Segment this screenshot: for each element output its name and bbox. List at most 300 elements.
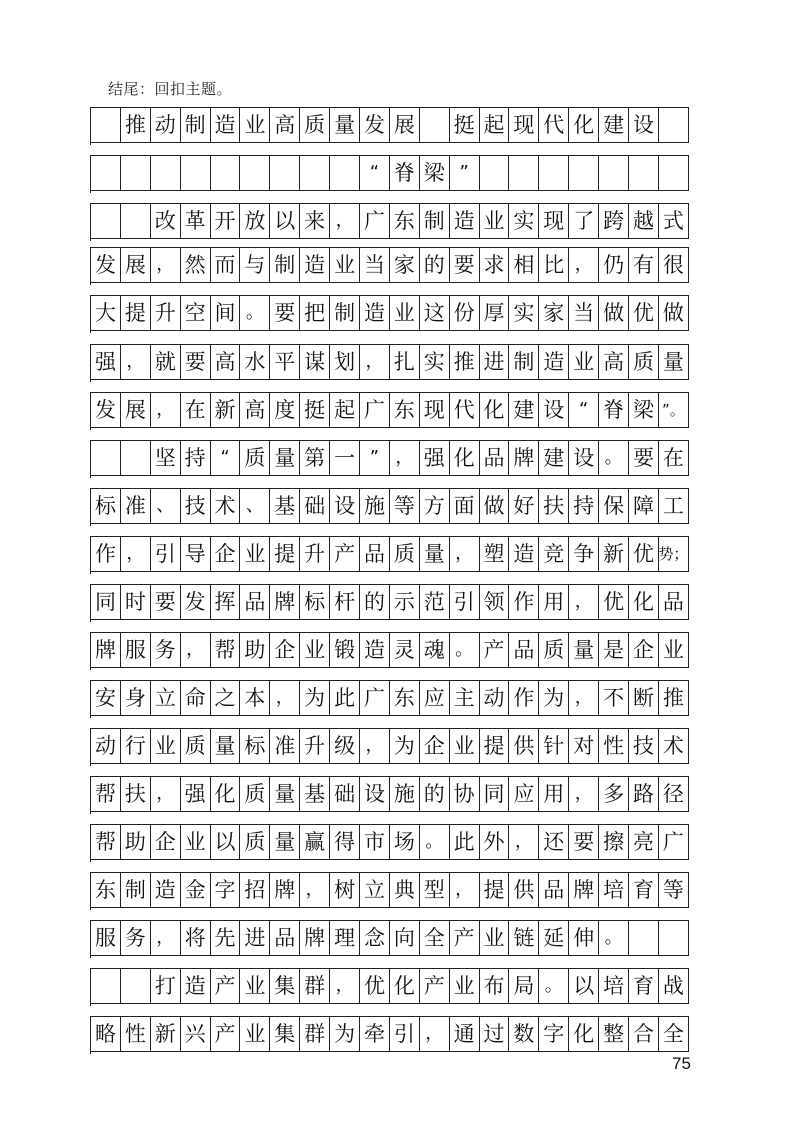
grid-cell	[569, 155, 599, 191]
grid-cell: 新	[151, 1016, 181, 1052]
grid-cell: ，	[509, 824, 539, 860]
grid-cell: 求	[480, 247, 510, 283]
grid-cell: 制	[270, 247, 300, 283]
grid-cell: 设	[330, 488, 360, 524]
grid-cell: 优	[629, 295, 659, 331]
grid-cell	[599, 155, 629, 191]
grid-cell: 协	[450, 776, 480, 812]
grid-cell: 提	[480, 872, 510, 908]
grid-cell: 越	[629, 203, 659, 239]
grid-cell: 做	[480, 488, 510, 524]
grid-row	[90, 295, 689, 333]
grid-cell: 制	[181, 107, 211, 143]
grid-cell: 引	[151, 536, 181, 572]
grid-cell: 挺	[450, 107, 480, 143]
grid-cell: 造	[450, 203, 480, 239]
grid-cell: 得	[330, 824, 360, 860]
grid-cell: 型	[420, 872, 450, 908]
grid-cell: 势；	[659, 536, 689, 572]
grid-cell: 造	[211, 107, 241, 143]
grid-cell: 代	[450, 392, 480, 428]
grid-cell: 坚	[151, 440, 181, 476]
grid-cell: 集	[270, 1016, 300, 1052]
grid-cell: 建	[509, 392, 539, 428]
grid-cell: 相	[509, 247, 539, 283]
grid-cell: 当	[360, 247, 390, 283]
grid-cell: 化	[450, 440, 480, 476]
grid-cell: 本	[240, 680, 270, 716]
grid-cell: 通	[450, 1016, 480, 1052]
grid-cell: 金	[181, 872, 211, 908]
grid-cell: 要	[270, 295, 300, 331]
grid-cell: 此	[450, 824, 480, 860]
grid-cell: 家	[539, 295, 569, 331]
grid-cell: 优	[599, 584, 629, 620]
grid-cell: 业	[181, 824, 211, 860]
grid-cell: 质	[240, 824, 270, 860]
grid-cell: 代	[539, 107, 569, 143]
grid-cell: 质	[390, 536, 420, 572]
grid-cell: 品	[539, 872, 569, 908]
grid-cell: 助	[121, 824, 151, 860]
grid-cell: ”	[450, 155, 480, 191]
grid-cell: 打	[151, 968, 181, 1004]
grid-row	[90, 488, 689, 526]
grid-cell: 兴	[181, 1016, 211, 1052]
grid-cell: 业	[480, 203, 510, 239]
grid-cell: 育	[629, 872, 659, 908]
grid-cell: 命	[181, 680, 211, 716]
grid-cell: 质	[240, 776, 270, 812]
grid-cell: 持	[181, 440, 211, 476]
grid-cell: 作	[509, 584, 539, 620]
grid-cell: 家	[390, 247, 420, 283]
grid-cell: 务	[121, 920, 151, 956]
grid-cell: 广	[360, 203, 390, 239]
grid-cell: 发	[181, 584, 211, 620]
grid-cell: ，	[450, 872, 480, 908]
grid-cell	[91, 440, 121, 476]
grid-cell: 服	[121, 632, 151, 668]
grid-cell: 造	[360, 632, 390, 668]
grid-cell: 量	[420, 536, 450, 572]
grid-cell: 还	[539, 824, 569, 860]
grid-cell: 与	[240, 247, 270, 283]
grid-cell: 等	[390, 488, 420, 524]
grid-cell	[629, 155, 659, 191]
grid-cell: 做	[599, 295, 629, 331]
grid-cell: 广	[360, 680, 390, 716]
grid-cell: 制	[420, 203, 450, 239]
grid-cell: 为	[300, 680, 330, 716]
grid-cell	[330, 155, 360, 191]
grid-cell: 挥	[211, 584, 241, 620]
grid-cell: 业	[300, 632, 330, 668]
grid-cell: 设	[360, 776, 390, 812]
grid-cell: 伸	[569, 920, 599, 956]
grid-cell: 产	[450, 920, 480, 956]
grid-cell: 品	[240, 584, 270, 620]
grid-cell: 基	[270, 488, 300, 524]
grid-cell: 脊	[390, 155, 420, 191]
grid-cell: 准	[121, 488, 151, 524]
grid-cell: 化	[569, 1016, 599, 1052]
grid-cell: 改	[151, 203, 181, 239]
grid-cell: 立	[360, 872, 390, 908]
grid-cell: 企	[151, 824, 181, 860]
grid-cell: 用	[539, 584, 569, 620]
grid-cell	[121, 203, 151, 239]
grid-cell: 第	[300, 440, 330, 476]
grid-cell: 度	[270, 392, 300, 428]
grid-cell: 作	[91, 536, 121, 572]
grid-cell: 质	[539, 632, 569, 668]
grid-cell: 术	[659, 728, 689, 764]
grid-cell: 先	[211, 920, 241, 956]
grid-cell	[300, 155, 330, 191]
grid-cell: 建	[599, 107, 629, 143]
grid-cell: ，	[569, 680, 599, 716]
grid-cell: 开	[211, 203, 241, 239]
grid-cell: 东	[91, 872, 121, 908]
grid-cell: 东	[390, 680, 420, 716]
grid-cell: 量	[330, 107, 360, 143]
grid-cell: 扶	[539, 488, 569, 524]
grid-cell: 业	[240, 536, 270, 572]
grid-cell: 东	[390, 203, 420, 239]
grid-cell: 牌	[270, 584, 300, 620]
grid-cell: 领	[480, 584, 510, 620]
grid-cell: 赢	[300, 824, 330, 860]
grid-cell: 企	[270, 632, 300, 668]
grid-cell: 间	[211, 295, 241, 331]
grid-cell: 标	[240, 728, 270, 764]
grid-cell: 以	[569, 968, 599, 1004]
grid-cell: 时	[121, 584, 151, 620]
grid-cell: 建	[539, 440, 569, 476]
grid-cell	[121, 440, 151, 476]
grid-cell: 争	[569, 536, 599, 572]
grid-cell: 空	[181, 295, 211, 331]
grid-cell: ，	[151, 920, 181, 956]
grid-cell: 放	[240, 203, 270, 239]
grid-cell	[539, 155, 569, 191]
grid-cell: 业	[330, 247, 360, 283]
grid-cell: 划	[330, 344, 360, 380]
grid-cell: 。	[599, 440, 629, 476]
grid-cell: 工	[659, 488, 689, 524]
grid-cell: 然	[181, 247, 211, 283]
grid-cell: 高	[270, 107, 300, 143]
grid-cell: ，	[181, 632, 211, 668]
grid-cell: ”。	[659, 392, 689, 428]
grid-cell: 优	[629, 536, 659, 572]
grid-cell: 业	[240, 968, 270, 1004]
grid-row	[90, 392, 689, 430]
grid-cell: 培	[599, 968, 629, 1004]
grid-cell: 以	[270, 203, 300, 239]
grid-cell: 当	[569, 295, 599, 331]
grid-cell: ，	[569, 776, 599, 812]
grid-cell: 提	[270, 536, 300, 572]
grid-cell: 实	[509, 203, 539, 239]
grid-cell: ，	[151, 776, 181, 812]
grid-cell: 比	[539, 247, 569, 283]
grid-cell: ，	[270, 680, 300, 716]
grid-cell: 脊	[599, 392, 629, 428]
grid-cell: 、	[151, 488, 181, 524]
grid-cell: 以	[211, 824, 241, 860]
grid-cell: 应	[509, 776, 539, 812]
grid-cell: 业	[569, 344, 599, 380]
grid-cell: “	[569, 392, 599, 428]
grid-cell: 持	[569, 488, 599, 524]
grid-cell	[659, 920, 689, 956]
grid-cell	[240, 155, 270, 191]
grid-cell: 广	[360, 392, 390, 428]
grid-row	[90, 584, 689, 622]
grid-cell: 量	[270, 824, 300, 860]
grid-cell: 字	[539, 1016, 569, 1052]
grid-cell: 谋	[300, 344, 330, 380]
grid-cell: 链	[509, 920, 539, 956]
grid-cell: 引	[390, 1016, 420, 1052]
grid-cell: 展	[121, 247, 151, 283]
grid-cell: 革	[181, 203, 211, 239]
grid-cell: 造	[539, 344, 569, 380]
grid-cell: 就	[151, 344, 181, 380]
grid-cell: 施	[360, 488, 390, 524]
grid-cell: 产	[420, 968, 450, 1004]
grid-cell	[659, 107, 689, 143]
grid-row	[90, 872, 689, 910]
grid-cell: 企	[211, 536, 241, 572]
grid-cell: 牌	[270, 872, 300, 908]
grid-cell: ”	[360, 440, 390, 476]
grid-cell: 挺	[300, 392, 330, 428]
grid-cell: ，	[330, 203, 360, 239]
grid-cell: 展	[121, 392, 151, 428]
grid-cell: 术	[211, 488, 241, 524]
grid-cell: 。	[539, 968, 569, 1004]
grid-cell: 扶	[121, 776, 151, 812]
grid-row	[90, 920, 689, 958]
grid-cell: 魂	[420, 632, 450, 668]
grid-cell: 战	[659, 968, 689, 1004]
grid-cell: 企	[420, 728, 450, 764]
grid-cell: 擦	[599, 824, 629, 860]
grid-cell: 动	[151, 107, 181, 143]
grid-cell: 全	[659, 1016, 689, 1052]
grid-cell: 为	[539, 680, 569, 716]
grid-cell: ，	[390, 440, 420, 476]
grid-row	[90, 107, 689, 145]
grid-cell: 要	[450, 247, 480, 283]
grid-cell: 业	[240, 1016, 270, 1052]
grid-row	[90, 203, 689, 241]
grid-cell: 断	[629, 680, 659, 716]
grid-cell: 现	[420, 392, 450, 428]
grid-cell: 要	[569, 824, 599, 860]
grid-cell: 。	[420, 824, 450, 860]
grid-cell: 施	[390, 776, 420, 812]
grid-cell	[121, 155, 151, 191]
grid-cell: 对	[569, 728, 599, 764]
grid-row	[90, 968, 689, 1006]
grid-cell: 塑	[480, 536, 510, 572]
grid-cell: 梁	[420, 155, 450, 191]
grid-cell: 优	[360, 968, 390, 1004]
grid-cell: 这	[420, 295, 450, 331]
grid-cell: ，	[569, 584, 599, 620]
grid-cell: 量	[569, 632, 599, 668]
grid-cell: 行	[121, 728, 151, 764]
grid-cell: 范	[420, 584, 450, 620]
grid-cell: 化	[629, 584, 659, 620]
grid-cell: 强	[181, 776, 211, 812]
grid-cell: 布	[480, 968, 510, 1004]
grid-cell: 主	[450, 680, 480, 716]
grid-cell: 之	[211, 680, 241, 716]
grid-cell: 树	[330, 872, 360, 908]
grid-cell: 推	[659, 680, 689, 716]
grid-cell: 发	[91, 247, 121, 283]
grid-cell: 础	[330, 776, 360, 812]
grid-row	[90, 680, 689, 718]
grid-cell: 品	[659, 584, 689, 620]
grid-cell: 做	[659, 295, 689, 331]
grid-cell: 群	[300, 968, 330, 1004]
grid-cell: 同	[91, 584, 121, 620]
grid-cell: 制	[509, 344, 539, 380]
grid-cell: 设	[569, 440, 599, 476]
grid-cell: 造	[360, 295, 390, 331]
grid-cell: 量	[270, 440, 300, 476]
grid-cell: 现	[509, 107, 539, 143]
grid-cell: 广	[659, 824, 689, 860]
grid-cell: 东	[390, 392, 420, 428]
grid-cell: 新	[599, 536, 629, 572]
grid-cell: 进	[480, 344, 510, 380]
grid-cell: 把	[300, 295, 330, 331]
grid-cell: 锻	[330, 632, 360, 668]
grid-cell: 起	[480, 107, 510, 143]
grid-cell: 础	[300, 488, 330, 524]
grid-cell: 升	[300, 728, 330, 764]
grid-cell: 来	[300, 203, 330, 239]
grid-cell: 大	[91, 295, 121, 331]
grid-cell: 厚	[480, 295, 510, 331]
grid-cell: 化	[211, 776, 241, 812]
grid-cell: 要	[151, 584, 181, 620]
grid-cell: 标	[300, 584, 330, 620]
grid-cell: 帮	[211, 632, 241, 668]
grid-cell: 过	[480, 1016, 510, 1052]
grid-row	[90, 632, 689, 670]
grid-cell: ，	[121, 344, 151, 380]
grid-cell: 标	[91, 488, 121, 524]
grid-cell: 牌	[509, 440, 539, 476]
grid-cell: 局	[509, 968, 539, 1004]
grid-cell: 理	[330, 920, 360, 956]
grid-cell: 产	[211, 1016, 241, 1052]
grid-cell: 品	[270, 920, 300, 956]
grid-cell	[151, 155, 181, 191]
grid-cell: 障	[629, 488, 659, 524]
grid-cell: ，	[151, 247, 181, 283]
page-number: 75	[672, 1054, 691, 1073]
grid-cell: 实	[509, 295, 539, 331]
grid-cell: 新	[211, 392, 241, 428]
grid-cell: 很	[659, 247, 689, 283]
grid-cell: 亮	[629, 824, 659, 860]
grid-cell: ，	[151, 392, 181, 428]
grid-cell: 的	[360, 584, 390, 620]
grid-cell: 市	[360, 824, 390, 860]
grid-cell: 供	[509, 728, 539, 764]
grid-cell	[629, 920, 659, 956]
grid-cell: 动	[480, 680, 510, 716]
grid-cell: 升	[300, 536, 330, 572]
grid-cell: 业	[240, 107, 270, 143]
grid-cell: 性	[121, 1016, 151, 1052]
grid-cell: 牌	[569, 872, 599, 908]
grid-cell: 起	[330, 392, 360, 428]
grid-cell: ，	[569, 247, 599, 283]
grid-cell: “	[211, 440, 241, 476]
grid-cell: 在	[181, 392, 211, 428]
grid-cell: 安	[91, 680, 121, 716]
grid-cell: 整	[599, 1016, 629, 1052]
grid-cell: 竞	[539, 536, 569, 572]
grid-cell: 强	[420, 440, 450, 476]
grid-cell	[91, 155, 121, 191]
grid-cell: 服	[91, 920, 121, 956]
grid-cell: 群	[300, 1016, 330, 1052]
grid-cell: 推	[450, 344, 480, 380]
grid-cell: 量	[270, 776, 300, 812]
grid-cell: 不	[599, 680, 629, 716]
grid-cell: 在	[659, 440, 689, 476]
grid-cell: 应	[420, 680, 450, 716]
grid-cell: 杆	[330, 584, 360, 620]
grid-cell: 发	[360, 107, 390, 143]
grid-cell: 平	[270, 344, 300, 380]
grid-cell: 性	[599, 728, 629, 764]
grid-cell: 此	[330, 680, 360, 716]
grid-cell: 企	[629, 632, 659, 668]
grid-cell: 略	[91, 1016, 121, 1052]
grid-cell	[659, 155, 689, 191]
grid-cell: ，	[300, 872, 330, 908]
grid-cell: 延	[539, 920, 569, 956]
grid-cell: 化	[569, 107, 599, 143]
grid-cell	[121, 968, 151, 1004]
grid-cell	[509, 155, 539, 191]
grid-cell: 业	[390, 295, 420, 331]
grid-cell: 面	[450, 488, 480, 524]
grid-cell: 业	[450, 728, 480, 764]
grid-cell: 。	[450, 632, 480, 668]
grid-cell: 品	[509, 632, 539, 668]
grid-cell	[91, 203, 121, 239]
grid-cell: 灵	[390, 632, 420, 668]
grid-cell: 质	[240, 440, 270, 476]
grid-cell: 作	[509, 680, 539, 716]
grid-cell: 路	[629, 776, 659, 812]
grid-cell: 务	[151, 632, 181, 668]
grid-cell: 立	[151, 680, 181, 716]
